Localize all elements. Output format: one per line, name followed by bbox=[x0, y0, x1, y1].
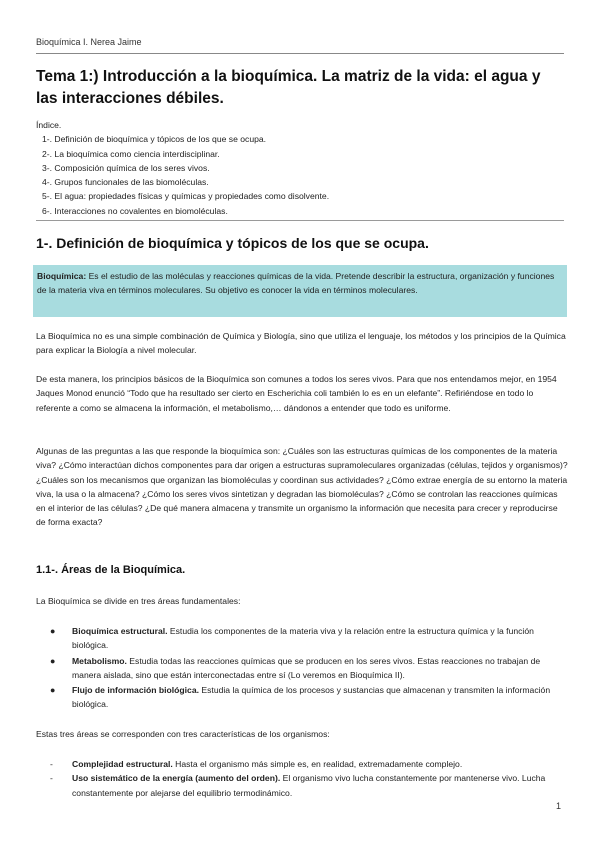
list-item bbox=[36, 683, 570, 712]
index-divider bbox=[36, 220, 564, 221]
paragraph-1: La Bioquímica no es una simple combinación de Química y Biología, sino que utiliza el lenguaje, los métodos y los principios de la Química para explicar la Biología a nivel molecular. bbox=[36, 331, 566, 356]
section-1-heading: 1-. Definición de bioquímica y tópicos de los que se ocupa. bbox=[36, 235, 429, 251]
area-term: Metabolismo. bbox=[72, 655, 127, 666]
definition-box bbox=[33, 265, 567, 317]
index-item-2: 2-. La bioquímica como ciencia interdisciplinar. bbox=[42, 148, 220, 159]
dash-icon: - bbox=[50, 773, 53, 784]
document-title: Tema 1:) Introducción a la bioquímica. La matriz de la vida: el agua y las interacciones débiles. bbox=[36, 68, 541, 107]
list-item bbox=[36, 654, 570, 683]
area-term: Flujo de información biológica. bbox=[72, 685, 200, 696]
dash-icon: - bbox=[50, 759, 53, 769]
page-number: 1 bbox=[556, 801, 562, 811]
bullet-icon: ● bbox=[50, 685, 56, 696]
area-text: Estudia los componentes de la materia viva y la relación entre la estructura química y la función biológica. bbox=[72, 626, 534, 651]
list-item bbox=[36, 771, 570, 800]
page-header: Bioquímica I. Nerea Jaime bbox=[36, 37, 142, 47]
table-of-contents bbox=[36, 118, 564, 218]
paragraph-3: Algunas de las preguntas a las que responde la bioquímica son: ¿Cuáles son las estructuras químicas de los componentes de la materia viva? ¿Cómo interactúan dichos componentes para dar origen a estructuras supramoleculares organizadas (células, tejidos y organismos)? ¿Cuáles son los mecanismos que organizan las biomoléculas y coordinan sus actividades? ¿Cómo extrae energía de su entorno la materia viva, la usa o la almacena? ¿Cómo los seres vivos sintetizan y degradan las biomoléculas? ¿Cómo se controlan las reacciones químicas en el interior de las células? ¿De qué manera almacena y transmite un organismo la información que necesita para crecer y reproducirse de forma exacta? bbox=[36, 446, 568, 528]
paragraph-2: De esta manera, los principios básicos de la Bioquímica son comunes a todos los seres vivos. Para que nos entendamos mejor, en 1954 Jaques Monod enunció “Todo que ha resultado ser cierto en Escherichia coli también lo es en un elefante”. Refiriéndose en todo lo referente a como se almacena la información, el metabolismo,… dándonos a entender que todo es uniforme. bbox=[36, 374, 557, 413]
index-item-6: 6-. Interacciones no covalentes en biomoléculas. bbox=[42, 205, 228, 216]
definition-term: Bioquímica: bbox=[37, 271, 87, 281]
header-divider bbox=[36, 53, 564, 54]
characteristics-intro: Estas tres áreas se corresponden con tres características de los organismos: bbox=[36, 729, 330, 739]
definition-text: Es el estudio de las moléculas y reacciones químicas de la vida. Pretende describir la estructura, organización y funciones de la materia viva en términos moleculares. Su objetivo es conocer la vida en términos moleculares. bbox=[37, 271, 555, 296]
characteristics-list bbox=[36, 757, 570, 800]
characteristic-term: Uso sistemático de la energía (aumento del orden). bbox=[72, 773, 281, 784]
index-item-3: 3-. Composición química de los seres vivos. bbox=[42, 162, 210, 173]
list-item bbox=[36, 757, 570, 771]
section-1-1-heading: 1.1-. Áreas de la Bioquímica. bbox=[36, 564, 186, 576]
index-list bbox=[36, 132, 564, 218]
bullet-icon: ● bbox=[50, 655, 56, 666]
index-item-4: 4-. Grupos funcionales de las biomoléculas. bbox=[42, 177, 209, 188]
list-item bbox=[36, 624, 570, 653]
area-term: Bioquímica estructural. bbox=[72, 626, 168, 636]
index-item-5: 5-. El agua: propiedades físicas y químicas y propiedades como disolvente. bbox=[42, 191, 330, 202]
characteristic-term: Complejidad estructural. bbox=[72, 759, 173, 769]
area-text: Estudia todas las reacciones químicas que se producen en los seres vivos. Estas reacciones no trabajan de manera aislada, sino que están interconectadas entre sí (Lo veremos en Bioquímica II). bbox=[72, 655, 541, 680]
index-item-1: 1-. Definición de bioquímica y tópicos de los que se ocupa. bbox=[42, 134, 267, 145]
areas-intro: La Bioquímica se divide en tres áreas fundamentales: bbox=[36, 596, 241, 606]
index-label: Índice. bbox=[36, 120, 62, 130]
area-text: Estudia la química de los procesos y sustancias que almacenan y transmiten la información biológica. bbox=[72, 685, 551, 710]
characteristic-text: El organismo vivo lucha constantemente por mantenerse vivo. Lucha constantemente por alejarse del equilibrio termodinámico. bbox=[72, 773, 546, 798]
characteristic-text: Hasta el organismo más simple es, en realidad, extremadamente complejo. bbox=[172, 759, 463, 769]
areas-list bbox=[36, 624, 570, 713]
bullet-icon: ● bbox=[50, 626, 56, 636]
